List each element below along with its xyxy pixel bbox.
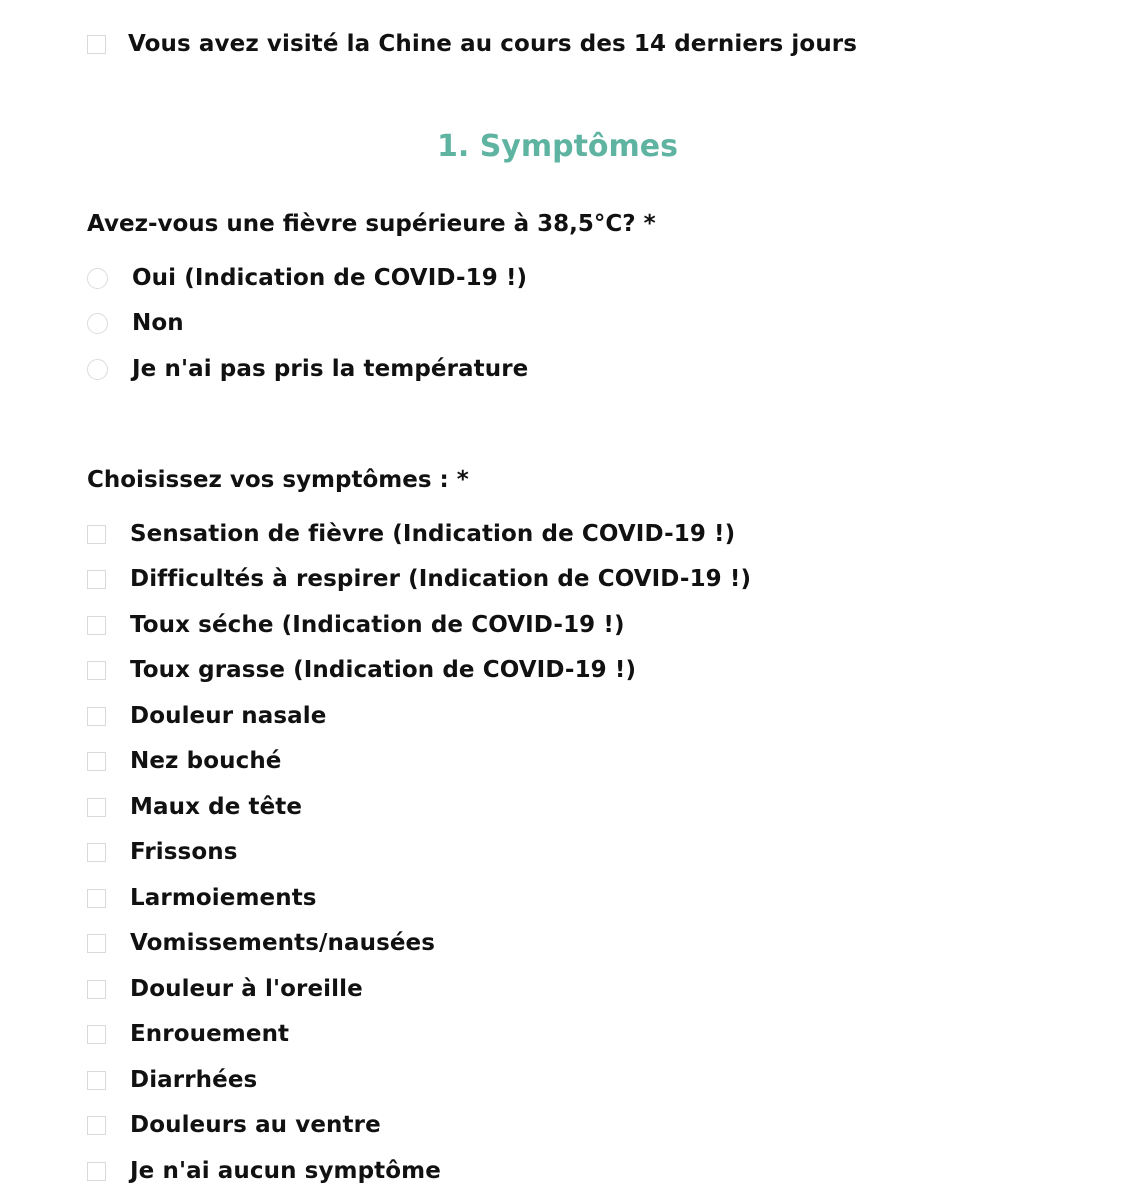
checkbox-label: Douleur à l'oreille <box>130 976 363 1002</box>
checkbox-box[interactable] <box>87 752 106 771</box>
symptom-option[interactable] <box>87 519 735 549</box>
checkbox-box[interactable] <box>87 570 106 589</box>
checkbox-label: Larmoiements <box>130 885 317 911</box>
symptom-option[interactable] <box>87 1110 381 1140</box>
checkbox-label: Diarrhées <box>130 1067 258 1093</box>
checkbox-box[interactable] <box>87 1162 106 1181</box>
radio-label: Non <box>132 310 184 336</box>
checkbox-box[interactable] <box>87 35 106 54</box>
symptom-option[interactable] <box>87 883 317 913</box>
checkbox-label: Sensation de fièvre (Indication de COVID-19 !) <box>130 521 736 547</box>
radio-button[interactable] <box>87 359 108 380</box>
radio-button[interactable] <box>87 313 108 334</box>
symptom-option[interactable] <box>87 1065 257 1095</box>
checkbox-box[interactable] <box>87 616 106 635</box>
visited-china-checkbox[interactable] <box>87 29 857 59</box>
symptom-option[interactable] <box>87 1156 441 1186</box>
checkbox-label: Nez bouché <box>130 748 282 774</box>
checkbox-label: Maux de tête <box>130 794 303 820</box>
checkbox-label: Vous avez visité la Chine au cours des 14 derniers jours <box>128 31 858 57</box>
checkbox-box[interactable] <box>87 707 106 726</box>
radio-label: Je n'ai pas pris la température <box>132 356 529 382</box>
checkbox-label: Enrouement <box>130 1021 290 1047</box>
checkbox-label: Toux grasse (Indication de COVID-19 !) <box>130 657 637 683</box>
checkbox-label: Vomissements/nausées <box>130 930 436 956</box>
checkbox-box[interactable] <box>87 934 106 953</box>
fever-option-oui[interactable] <box>87 263 527 293</box>
checkbox-box[interactable] <box>87 1025 106 1044</box>
fever-question: Avez-vous une fièvre supérieure à 38,5°C? * <box>87 211 656 237</box>
symptom-option[interactable] <box>87 610 625 640</box>
fever-option-no-temp[interactable] <box>87 354 528 384</box>
symptom-option[interactable] <box>87 974 363 1004</box>
checkbox-label: Difficultés à respirer (Indication de COVID-19 !) <box>130 566 752 592</box>
section-title: 1. Symptômes <box>436 129 679 164</box>
symptom-option[interactable] <box>87 928 435 958</box>
checkbox-label: Frissons <box>130 839 238 865</box>
checkbox-box[interactable] <box>87 661 106 680</box>
checkbox-box[interactable] <box>87 889 106 908</box>
checkbox-box[interactable] <box>87 843 106 862</box>
symptom-option[interactable] <box>87 701 326 731</box>
checkbox-label: Douleur nasale <box>130 703 327 729</box>
symptom-option[interactable] <box>87 564 751 594</box>
symptom-option[interactable] <box>87 792 302 822</box>
checkbox-label: Douleurs au ventre <box>130 1112 381 1138</box>
checkbox-box[interactable] <box>87 798 106 817</box>
checkbox-box[interactable] <box>87 980 106 999</box>
checkbox-box[interactable] <box>87 1116 106 1135</box>
checkbox-box[interactable] <box>87 1071 106 1090</box>
checkbox-label: Toux séche (Indication de COVID-19 !) <box>130 612 625 638</box>
symptom-option[interactable] <box>87 837 238 867</box>
symptom-option[interactable] <box>87 655 636 685</box>
symptom-option[interactable] <box>87 1019 289 1049</box>
checkbox-box[interactable] <box>87 525 106 544</box>
symptom-option[interactable] <box>87 746 282 776</box>
radio-button[interactable] <box>87 268 108 289</box>
radio-label: Oui (Indication de COVID-19 !) <box>132 265 528 291</box>
fever-option-non[interactable] <box>87 308 184 338</box>
symptoms-question: Choisissez vos symptômes : * <box>87 467 469 493</box>
checkbox-label: Je n'ai aucun symptôme <box>130 1158 441 1184</box>
